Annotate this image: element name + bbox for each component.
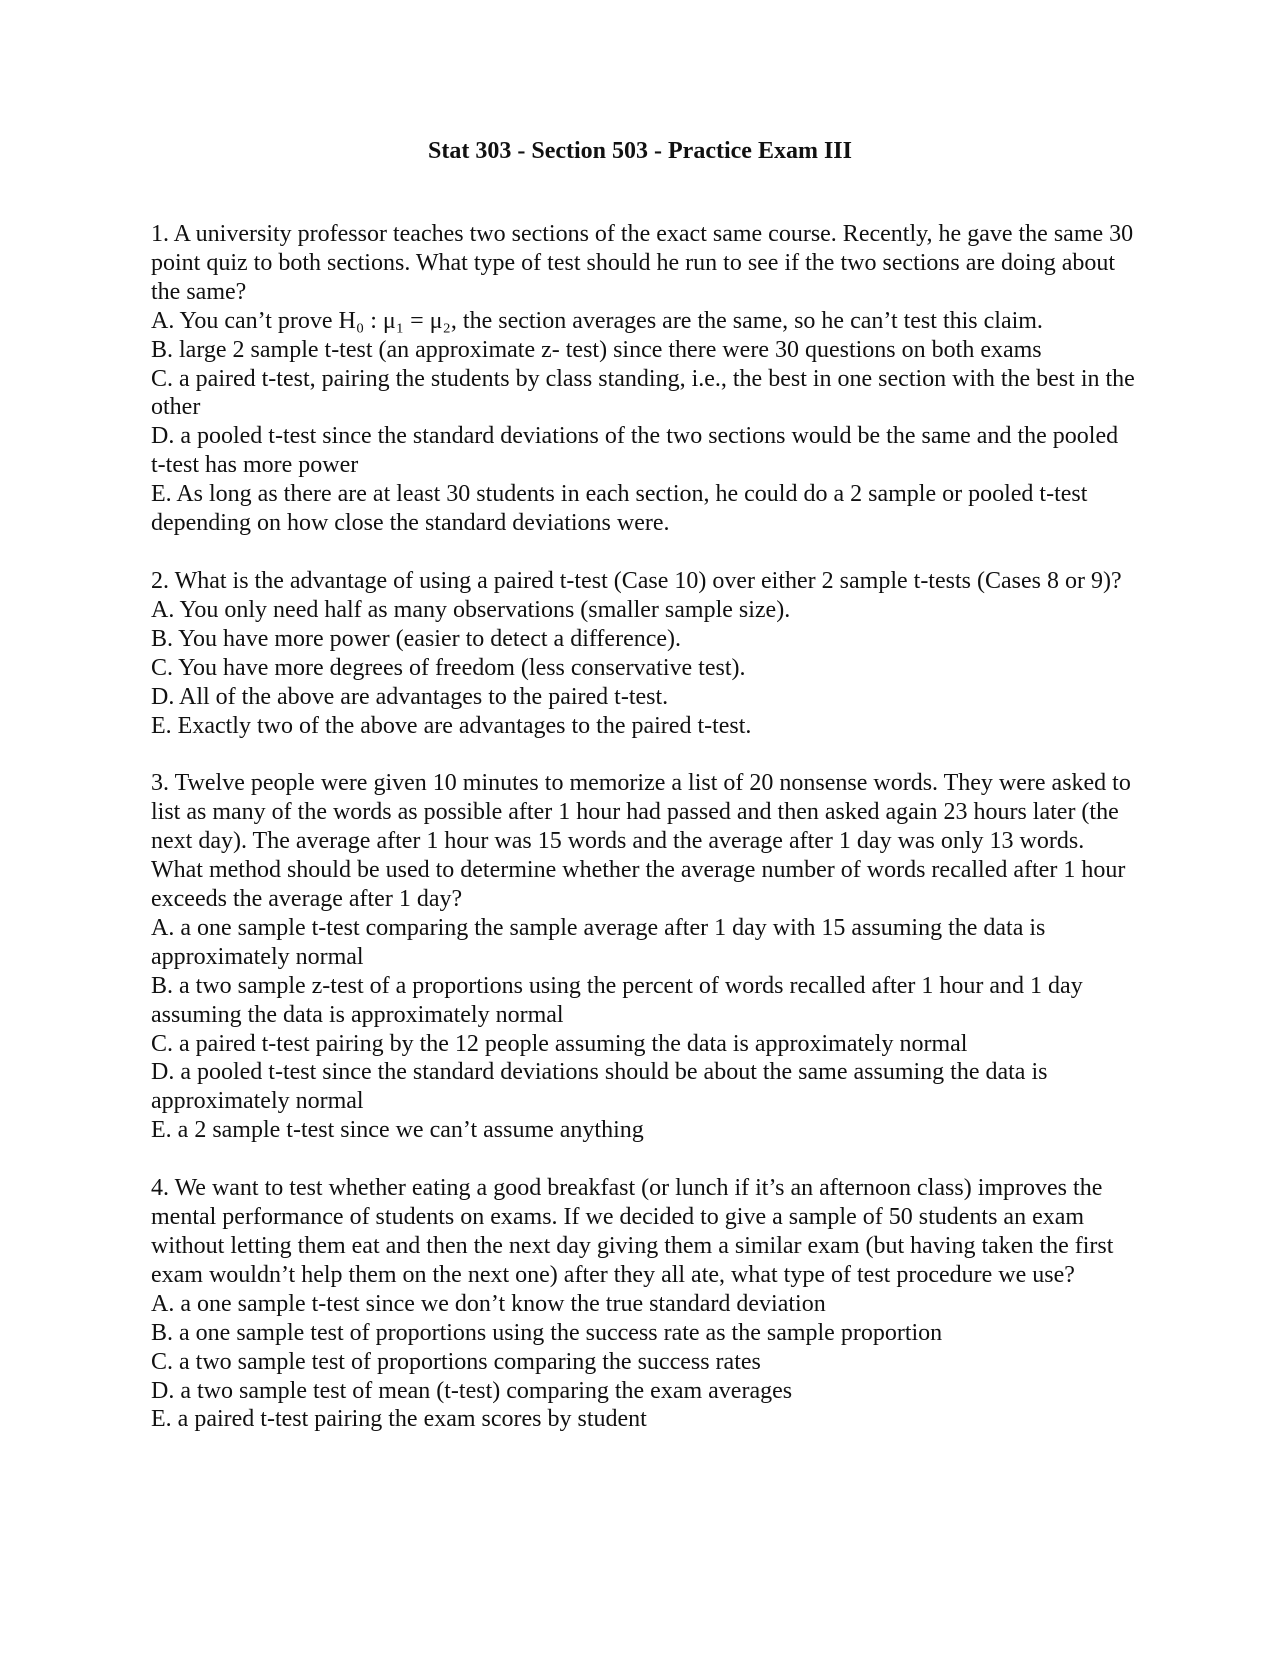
option-c: C. You have more degrees of freedom (less conservative test). [151,654,746,681]
question-4 [151,1174,1136,1434]
option-c: C. a two sample test of proportions comparing the success rates [151,1348,761,1375]
option-e: E. As long as there are at least 30 students in each section, he could do a 2 sample or pooled t-test depending on how close the standard deviations were. [151,481,1088,537]
option-d: D. a two sample test of mean (t-test) comparing the exam averages [151,1377,793,1404]
question-text: 3. Twelve people were given 10 minutes to memorize a list of 20 nonsense words. They were asked to list as many of the words as possible after 1 hour had passed and then asked again 23 hours later (the next day). The average after 1 hour was 15 words and the average after 1 day was only 13 words. What method should be used to determine whether the average number of words recalled after 1 hour exceeds the average after 1 day? [151,770,1131,913]
option-e: E. Exactly two of the above are advantages to the paired t-test. [151,712,752,739]
option-b: B. You have more power (easier to detect a difference). [151,625,682,652]
option-a: A. You only need half as many observations (smaller sample size). [151,596,791,623]
option-a: A. You can’t prove H₀ : μ₁ = μ₂, the section averages are the same, so he can’t test this claim. [151,307,1043,334]
question-text: 2. What is the advantage of using a paired t-test (Case 10) over either 2 sample t-tests (Cases 8 or 9)? [151,567,1122,594]
option-e: E. a 2 sample t-test since we can’t assume anything [151,1117,644,1144]
question-text: 1. A university professor teaches two sections of the exact same course. Recently, he gave the same 30 point quiz to both sections. What type of test should he run to see if the two sections are doing about the same? [151,221,1134,305]
questions-list [151,220,1136,1463]
option-d: D. a pooled t-test since the standard deviations of the two sections would be the same and the pooled t-test has more power [151,423,1119,479]
option-d: D. All of the above are advantages to the paired t-test. [151,683,669,710]
option-b: B. large 2 sample t-test (an approximate z- test) since there were 30 questions on both exams [151,336,1042,363]
page-title: Stat 303 - Section 503 - Practice Exam III [428,138,852,164]
option-c: C. a paired t-test pairing by the 12 people assuming the data is approximately normal [151,1030,968,1057]
option-b: B. a one sample test of proportions using the success rate as the sample proportion [151,1319,943,1346]
option-d: D. a pooled t-test since the standard deviations should be about the same assuming the data is approximately normal [151,1059,1048,1115]
option-a: A. a one sample t-test since we don’t know the true standard deviation [151,1290,826,1317]
question-2 [151,567,1136,740]
option-c: C. a paired t-test, pairing the students by class standing, i.e., the best in one section with the best in the other [151,365,1135,421]
option-a: A. a one sample t-test comparing the sample average after 1 day with 15 assuming the data is approximately normal [151,914,1046,970]
question-text: 4. We want to test whether eating a good breakfast (or lunch if it’s an afternoon class) improves the mental performance of students on exams. If we decided to give a sample of 50 students an exam without letting them eat and then the next day giving them a similar exam (but having taken the first exam wouldn’t help them on the next one) after they all ate, what type of test procedure we use? [151,1175,1114,1288]
question-1 [151,220,1136,538]
option-b: B. a two sample z-test of a proportions using the percent of words recalled after 1 hour and 1 day assuming the data is approximately normal [151,972,1083,1028]
question-3 [151,769,1136,1145]
option-e: E. a paired t-test pairing the exam scores by student [151,1406,647,1433]
